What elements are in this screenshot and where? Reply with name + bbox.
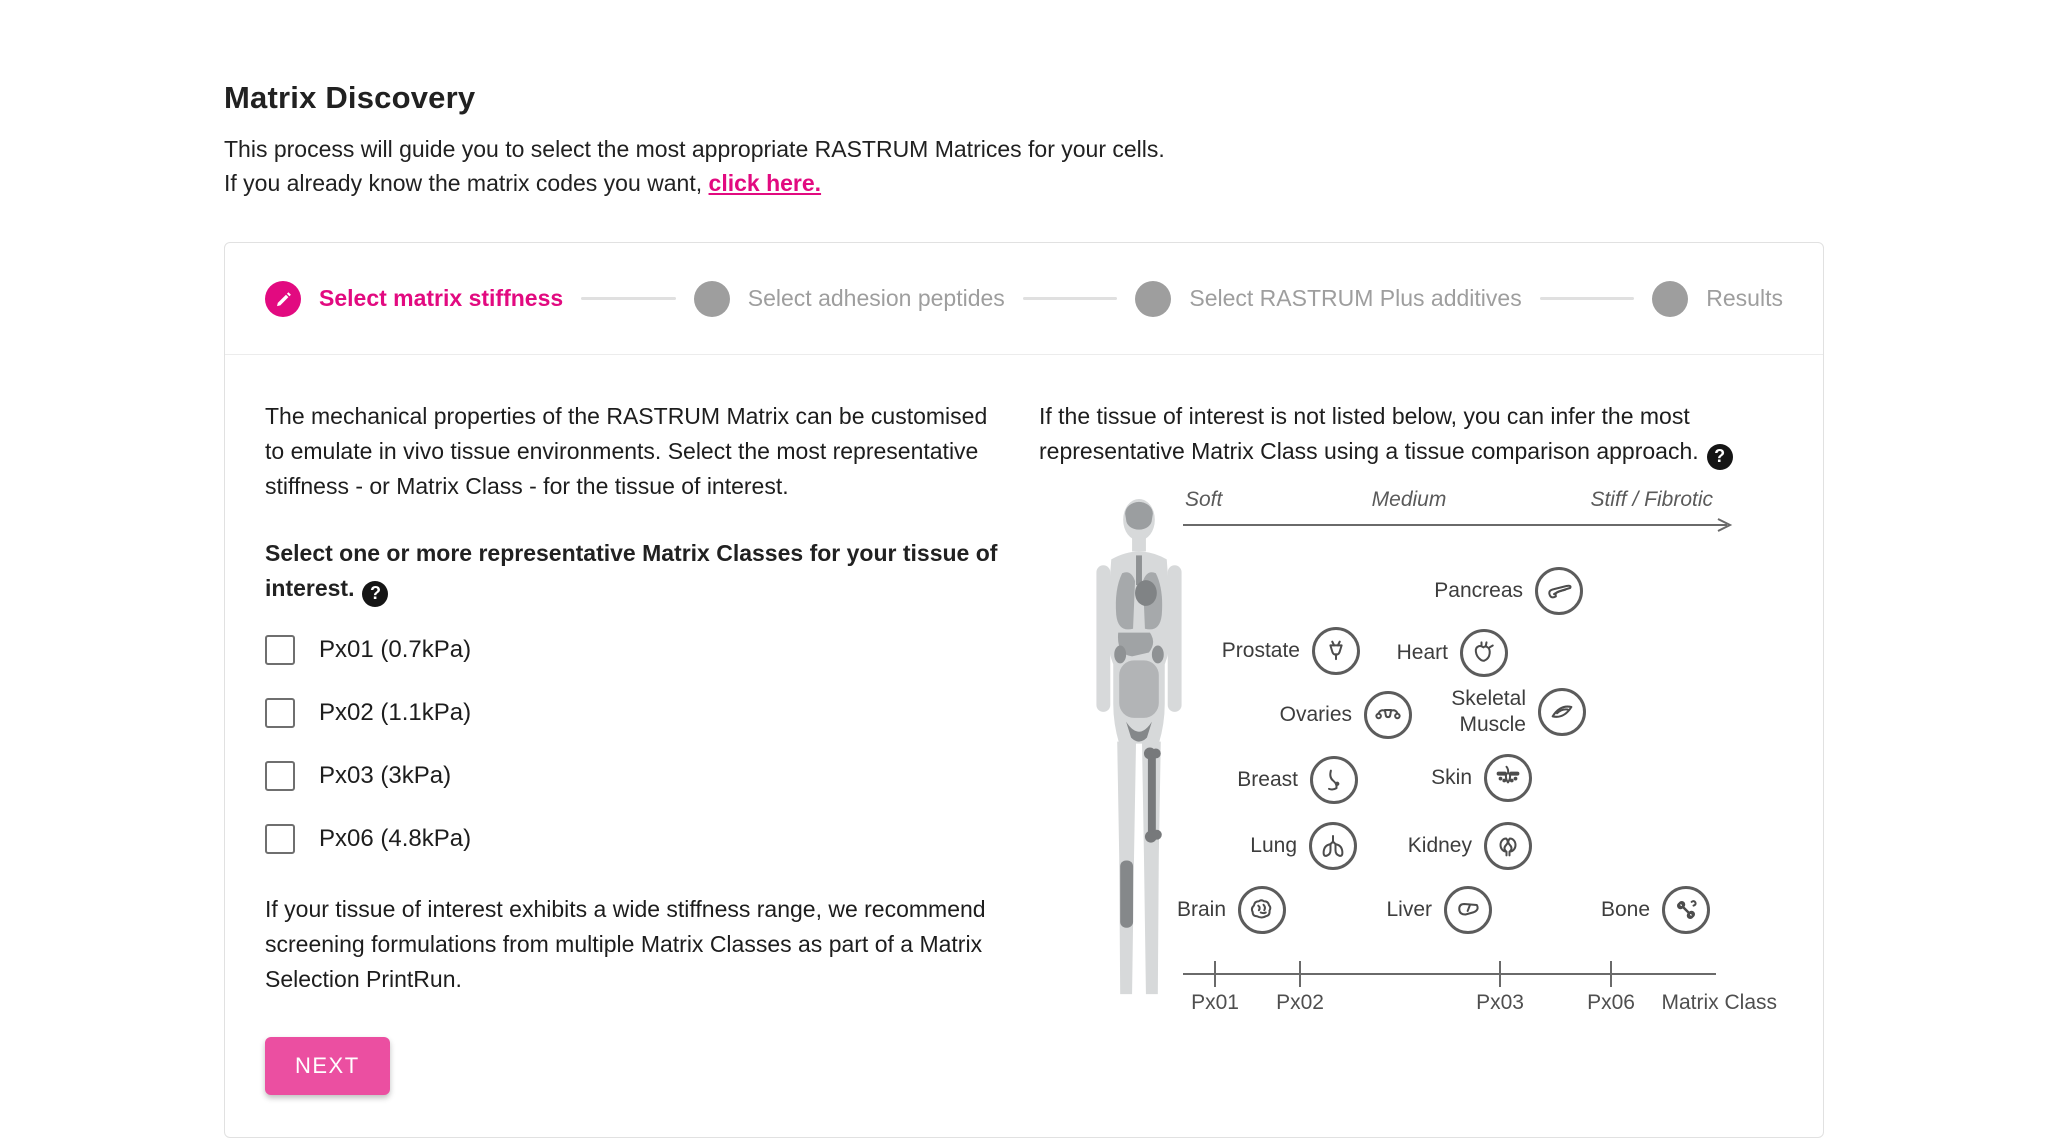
organ-ovaries	[1280, 691, 1412, 739]
next-button[interactable]: NEXT	[265, 1037, 390, 1095]
tissue-intro-span: If the tissue of interest is not listed below, you can infer the most representative Matrix Class using a tissue comparison approach.	[1039, 403, 1699, 464]
organ-label: Liver	[1386, 897, 1432, 921]
organ-label: Skeletal Muscle	[1451, 686, 1526, 736]
px06-checkbox[interactable]	[265, 824, 295, 854]
axis-label-medium: Medium	[1371, 487, 1447, 511]
organ-kidney	[1408, 822, 1532, 870]
organ-liver	[1386, 886, 1492, 934]
checkbox-row-px03[interactable]	[265, 761, 1005, 791]
step-label[interactable]: Select adhesion peptides	[747, 285, 1005, 311]
stepper	[225, 243, 1823, 355]
click-here-link[interactable]: click here.	[708, 170, 822, 196]
skin-icon	[1484, 754, 1532, 802]
organ-skeletal-muscle	[1438, 686, 1586, 738]
organ-label: Kidney	[1407, 833, 1472, 857]
step-select-adhesion-peptides[interactable]	[694, 281, 1005, 317]
checkbox-label: Px06 (4.8kPa)	[319, 824, 472, 852]
organ-breast	[1237, 756, 1358, 804]
organ-label: Ovaries	[1279, 702, 1352, 726]
stiffness-note-text: If your tissue of interest exhibits a wide stiffness range, we recommend screening formulations from multiple Matrix Classes as part of a Matrix Selection PrintRun.	[265, 895, 986, 992]
checkbox-row-px06[interactable]	[265, 824, 1005, 854]
px03-checkbox[interactable]	[265, 761, 295, 791]
tick-label-px06: Px06	[1587, 990, 1635, 1014]
step-label[interactable]: Select matrix stiffness	[319, 285, 564, 311]
organ-label: Brain	[1176, 897, 1226, 921]
wizard-content	[225, 355, 1823, 1137]
wizard-card	[224, 242, 1824, 1138]
select-classes-heading-text: Select one or more representative Matrix Classes for your tissue of interest.	[265, 540, 998, 601]
organ-label: Skin	[1431, 765, 1472, 789]
pancreas-icon	[1535, 567, 1583, 615]
organ-label: Bone	[1600, 897, 1650, 921]
organ-skin	[1431, 754, 1532, 802]
step-label[interactable]: Select RASTRUM Plus additives	[1189, 285, 1522, 311]
step-circle[interactable]	[1652, 281, 1688, 317]
skeletal-muscle-icon	[1538, 688, 1586, 736]
step-circle-active[interactable]	[265, 281, 301, 317]
matrix-class-axis	[1039, 956, 1779, 996]
organ-lung	[1250, 822, 1357, 870]
checkbox-label: Px02 (1.1kPa)	[319, 698, 472, 726]
axis-label-soft: Soft	[1185, 487, 1223, 511]
tick-label-px03: Px03	[1476, 990, 1524, 1014]
stepper-connector	[1023, 297, 1118, 300]
tissue-stiffness-diagram	[1039, 486, 1783, 1031]
page-subtitle: This process will guide you to select the most appropriate RASTRUM Matrices for your cells.	[224, 136, 1165, 162]
link-prefix-text: If you already know the matrix codes you want,	[224, 170, 709, 196]
calf-muscle-shape	[1120, 860, 1133, 927]
help-icon[interactable]: ?	[1707, 444, 1733, 470]
heart-icon	[1460, 629, 1508, 677]
organ-bone	[1601, 886, 1710, 934]
breast-icon	[1310, 756, 1358, 804]
step-select-matrix-stiffness[interactable]	[265, 281, 563, 317]
organ-label: Lung	[1250, 833, 1297, 857]
stepper-connector	[1540, 297, 1635, 300]
help-icon[interactable]: ?	[362, 581, 388, 607]
organ-heart	[1397, 629, 1508, 677]
tissue-intro-text	[1039, 399, 1783, 470]
brain-icon	[1238, 886, 1286, 934]
tissue-comparison-panel	[1039, 399, 1783, 1095]
liver-icon	[1444, 886, 1492, 934]
tick-label-px02: Px02	[1276, 990, 1324, 1014]
select-classes-heading	[265, 536, 1005, 607]
stiffness-axis-arrow	[1181, 516, 1741, 534]
heart-shape	[1135, 580, 1157, 606]
step-circle[interactable]	[694, 281, 730, 317]
matrix-class-checkbox-list	[265, 635, 1005, 854]
organ-label: Breast	[1237, 767, 1298, 791]
checkbox-label: Px03 (3kPa)	[319, 761, 452, 789]
body-silhouette	[1089, 494, 1189, 1009]
bone-icon	[1662, 886, 1710, 934]
checkbox-row-px02[interactable]	[265, 698, 1005, 728]
stiffness-intro-text: The mechanical properties of the RASTRUM Matrix can be customised to emulate in vivo tissue environments. Select the most representative stiffness - or Matrix Class - for the tissue of interest.	[265, 403, 988, 499]
prostate-icon	[1312, 627, 1360, 675]
ovaries-icon	[1364, 691, 1412, 739]
checkbox-row-px01[interactable]	[265, 635, 1005, 665]
step-label[interactable]: Results	[1706, 285, 1783, 311]
stiffness-selection-panel	[265, 399, 1005, 1095]
step-results[interactable]	[1652, 281, 1783, 317]
axis-label-stiff-fibrotic: Stiff / Fibrotic	[1590, 487, 1713, 511]
organ-label: Heart	[1396, 640, 1448, 664]
intestines-shape	[1119, 660, 1159, 717]
pencil-icon	[274, 289, 293, 308]
kidney-icon	[1484, 822, 1532, 870]
step-select-rastrum-plus-additives[interactable]	[1135, 281, 1521, 317]
step-circle[interactable]	[1135, 281, 1171, 317]
stepper-connector	[581, 297, 676, 300]
tick-label-px01: Px01	[1191, 990, 1239, 1014]
px01-checkbox[interactable]	[265, 635, 295, 665]
px02-checkbox[interactable]	[265, 698, 295, 728]
page-subtitle-line2	[224, 166, 2048, 200]
lung-icon	[1309, 822, 1357, 870]
organ-label: Pancreas	[1434, 578, 1523, 602]
organ-prostate	[1222, 627, 1360, 675]
organ-label: Prostate	[1221, 638, 1300, 662]
matrix-class-axis-label: Matrix Class	[1661, 990, 1777, 1014]
organ-brain	[1177, 886, 1286, 934]
organ-pancreas	[1434, 567, 1583, 615]
checkbox-label: Px01 (0.7kPa)	[319, 635, 472, 663]
page-title: Matrix Discovery	[224, 80, 476, 115]
brain-shape	[1125, 501, 1153, 529]
